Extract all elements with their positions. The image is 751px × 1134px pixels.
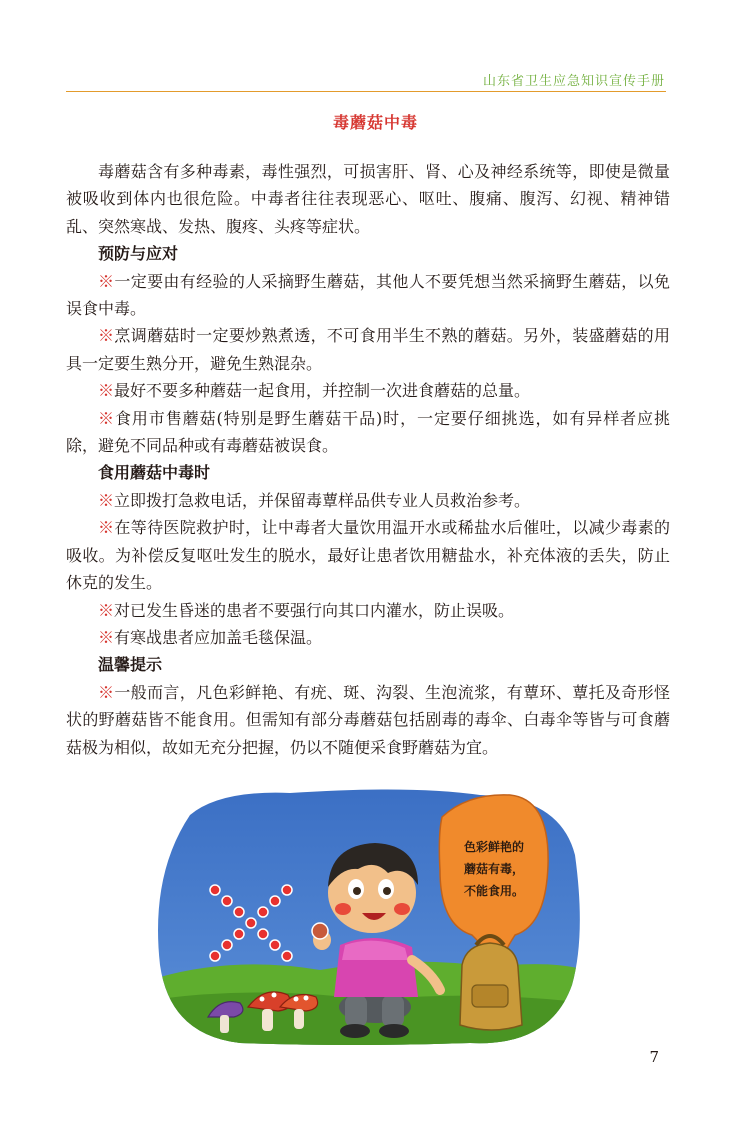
bullet-text: 对已发生昏迷的患者不要强行向其口内灌水，防止误吸。 [114, 600, 515, 620]
bullet-text: 一定要由有经验的人采摘野生蘑菇，其他人不要凭想当然采摘野生蘑菇，以免误食中毒。 [66, 271, 670, 319]
speech-line: 色彩鲜艳的 [463, 840, 525, 854]
bullet-mark: ※ [98, 600, 115, 620]
bullet-mark: ※ [98, 408, 115, 428]
section-heading-poisoning: 食用蘑菇中毒时 [98, 463, 211, 483]
bullet-text: 烹调蘑菇时一定要炒熟煮透，不可食用半生不熟的蘑菇。另外，装盛蘑菇的用具一定要生熟分开，避免生熟混杂。 [66, 326, 670, 373]
bullet-text: 食用市售蘑菇(特别是野生蘑菇干品)时，一定要仔细挑选，如有异样者应挑除，避免不同品种或有毒蘑菇被误食。 [66, 408, 670, 456]
bullet-mark: ※ [98, 326, 115, 346]
bullet-mark: ※ [98, 490, 115, 510]
header-rule [66, 91, 666, 92]
bullet-mark: ※ [98, 518, 115, 538]
bullet-text: 一般而言，凡色彩鲜艳、有疣、斑、沟裂、生泡流浆，有蕈环、蕈托及奇形怪状的野蘑菇皆不能食用。但需知有部分毒蘑菇包括剧毒的毒伞、白毒伞等皆与可食蘑菇极为相似，故如无充分把握，仍以不随便采食野蘑菇为宜。 [66, 682, 670, 757]
speech-line: 蘑菇有毒， [463, 862, 525, 876]
bullet-item [66, 624, 670, 651]
bullet-item [66, 377, 670, 404]
section-heading-tips: 温馨提示 [98, 655, 163, 675]
bullet-text: 在等待医院救护时，让中毒者大量饮用温开水或稀盐水后催吐，以减少毒素的吸收。为补偿反复呕吐发生的脱水，最好让患者饮用糖盐水，补充体液的丢失，防止休克的发生。 [66, 518, 670, 593]
bullet-mark: ※ [98, 627, 115, 647]
bullet-item [66, 514, 670, 596]
intro-paragraph: 毒蘑菇含有多种毒素，毒性强烈，可损害肝、肾、心及神经系统等，即使是微量被吸收到体内也很危险。中毒者往往表现恶心、呕吐、腹痛、腹泻、幻视、精神错乱、突然寒战、发热、腹疼、头疼等症状。 [66, 162, 670, 236]
article-body [66, 158, 670, 761]
page-title: 毒蘑菇中毒 [332, 113, 418, 132]
bullet-item [66, 679, 670, 761]
page-number: 7 [649, 1048, 659, 1066]
header-title: 山东省卫生应急知识宣传手册 [482, 74, 665, 89]
speech-line: 不能食用。 [463, 884, 525, 898]
bullet-mark: ※ [98, 682, 115, 702]
bullet-mark: ※ [98, 381, 115, 401]
bullet-item [66, 405, 670, 460]
section-heading-prevention: 预防与应对 [98, 244, 179, 264]
bullet-item [66, 322, 670, 377]
bullet-item [66, 487, 670, 514]
bullet-mark: ※ [98, 271, 115, 291]
cartoon-illustration [150, 785, 586, 1047]
bullet-text: 最好不要多种蘑菇一起食用，并控制一次进食蘑菇的总量。 [114, 381, 531, 401]
bullet-text: 有寒战患者应加盖毛毯保温。 [114, 627, 323, 647]
bullet-item [66, 268, 670, 323]
bullet-item [66, 597, 670, 624]
bullet-text: 立即拨打急救电话，并保留毒蕈样品供专业人员救治参考。 [114, 490, 531, 510]
